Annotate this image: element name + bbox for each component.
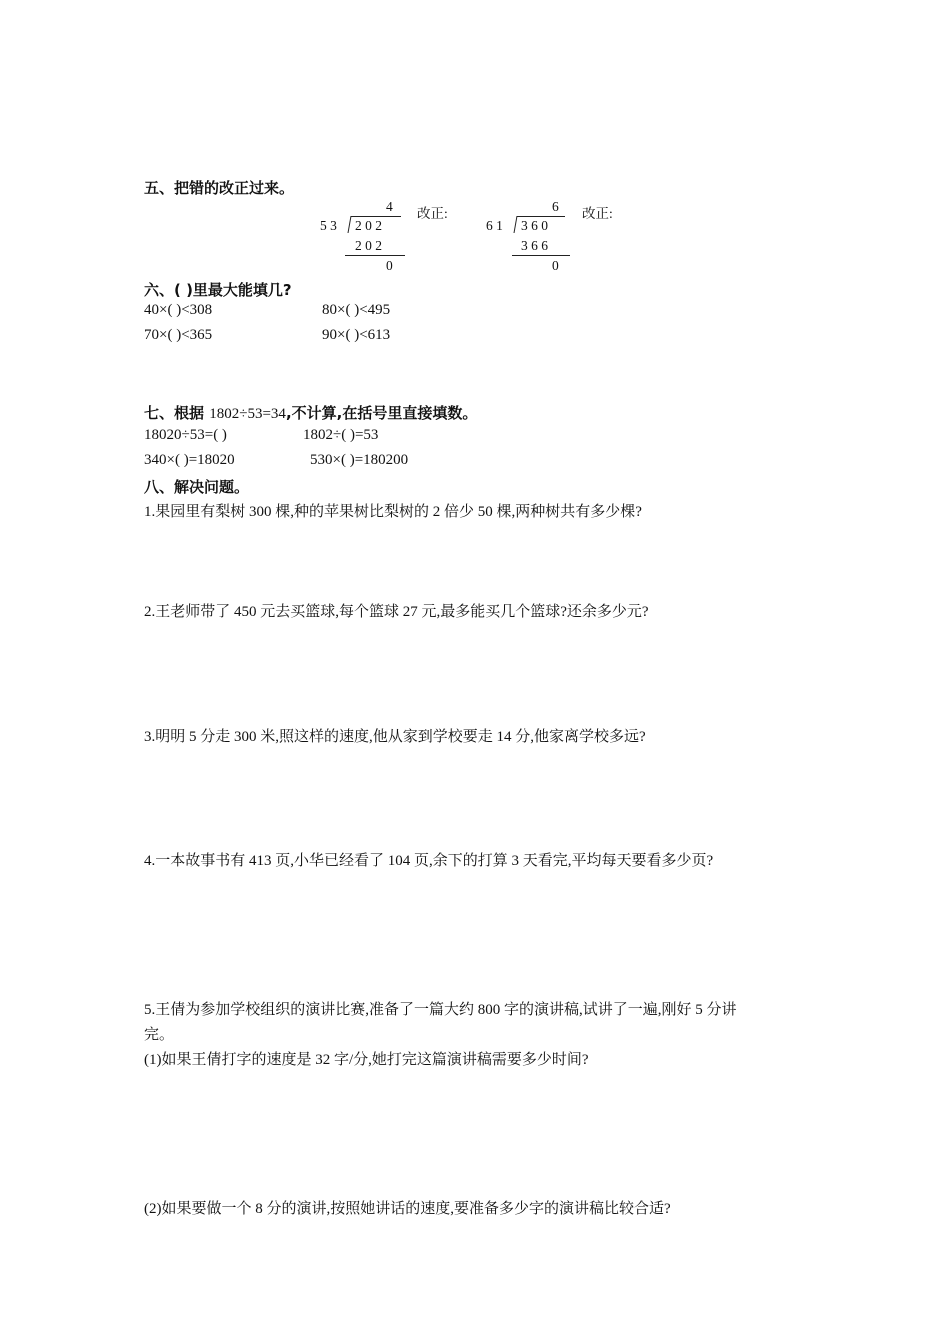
- fill-item: 70×( )<365: [144, 327, 213, 343]
- product: 2 0 2: [355, 238, 382, 253]
- problem-4: 4.一本故事书有 413 页,小华已经看了 104 页,余下的打算 3 天看完,平均每天要看多少页?: [144, 853, 714, 869]
- problem-5-line2: 完。: [144, 1027, 175, 1043]
- remainder: 0: [386, 258, 393, 273]
- problem-2: 2.王老师带了 450 元去买篮球,每个篮球 27 元,最多能买几个篮球?还余多少元?: [144, 604, 649, 620]
- quotient: 6: [552, 199, 559, 214]
- section7-heading: [144, 402, 477, 423]
- problem-3: 3.明明 5 分走 300 米,照这样的速度,他从家到学校要走 14 分,他家离学校多远?: [144, 729, 646, 745]
- section6-heading: 六、( )里最大能填几?: [144, 281, 292, 299]
- fill-item: 40×( )<308: [144, 302, 213, 318]
- divisor: 6 1: [486, 218, 503, 233]
- dividend: 2 0 2: [355, 218, 382, 233]
- correction-label: 改正:: [417, 206, 448, 221]
- division-bar: [351, 216, 401, 217]
- division-bar: [517, 216, 565, 217]
- problem-1: 1.果园里有梨树 300 棵,种的苹果树比梨树的 2 倍少 50 棵,两种树共有多少棵?: [144, 504, 642, 520]
- divisor: 5 3: [320, 218, 337, 233]
- remainder: 0: [552, 258, 559, 273]
- fill-item: 340×( )=18020: [144, 452, 235, 468]
- fill-item: 80×( )<495: [322, 302, 391, 318]
- section7-heading-equation: 1802÷53=34: [209, 406, 286, 422]
- fill-item: 18020÷53=( ): [144, 427, 227, 443]
- section7-heading-suffix: ,不计算,在括号里直接填数。: [285, 404, 478, 422]
- problem-5-line1: 5.王倩为参加学校组织的演讲比赛,准备了一篇大约 800 字的演讲稿,试讲了一遍,刚好 5 分讲: [144, 1002, 737, 1018]
- section8-heading: 八、解决问题。: [144, 478, 250, 496]
- fill-item: 90×( )<613: [322, 327, 391, 343]
- problem-5-sub2: (2)如果要做一个 8 分的演讲,按照她讲话的速度,要准备多少字的演讲稿比较合适?: [144, 1201, 671, 1217]
- division-bracket: [514, 216, 518, 233]
- fill-item: 530×( )=180200: [310, 452, 409, 468]
- fill-item: 1802÷( )=53: [303, 427, 379, 443]
- correction-label: 改正:: [582, 206, 613, 221]
- dividend: 3 6 0: [521, 218, 548, 233]
- subtraction-bar: [345, 255, 405, 256]
- subtraction-bar: [512, 255, 570, 256]
- quotient: 4: [386, 199, 393, 214]
- product: 3 6 6: [521, 238, 548, 253]
- problem-5-sub1: (1)如果王倩打字的速度是 32 字/分,她打完这篇演讲稿需要多少时间?: [144, 1052, 589, 1068]
- section7-heading-prefix: 七、根据: [144, 404, 210, 422]
- division-bracket: [348, 216, 352, 233]
- section5-heading: 五、把错的改正过来。: [144, 179, 295, 197]
